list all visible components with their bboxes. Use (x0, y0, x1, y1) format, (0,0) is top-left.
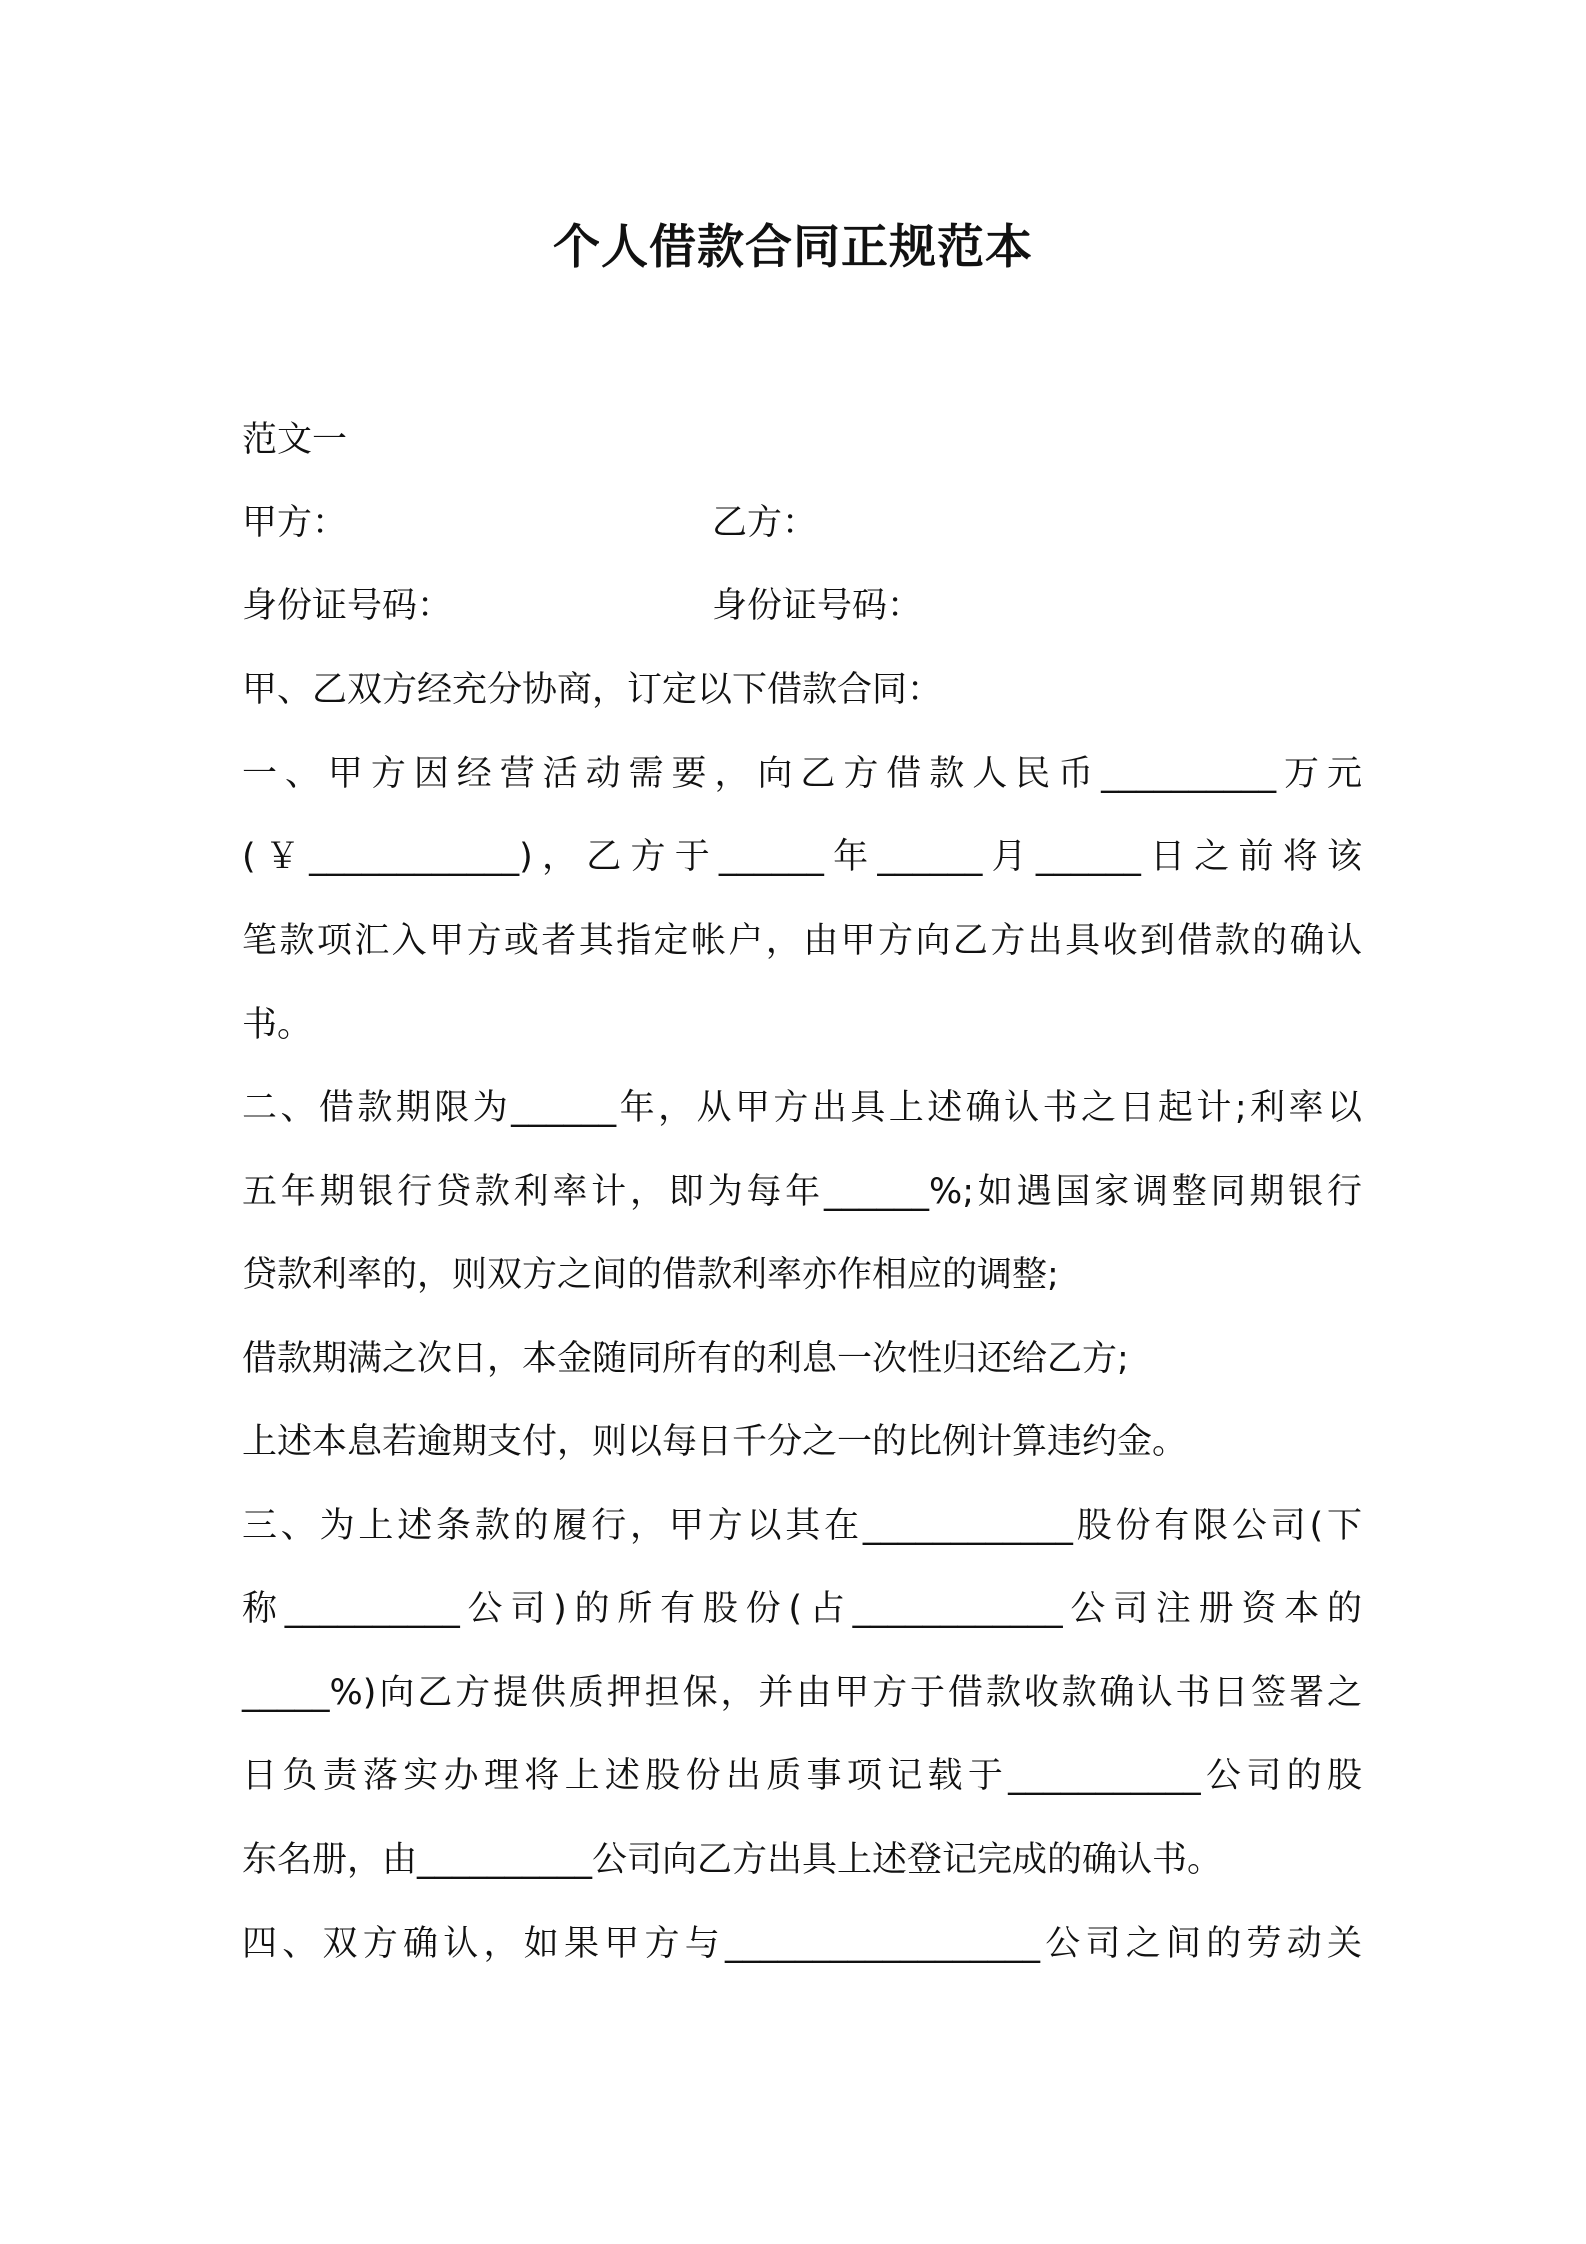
clause-line: 东名册，由__________公司向乙方出具上述登记完成的确认书。 (242, 1840, 1223, 1880)
clause-line: 贷款利率的，则双方之间的借款利率亦作相应的调整; (242, 1255, 1059, 1295)
clause-line: 一、甲方因经营活动需要，向乙方借款人民币__________万元 (242, 754, 1362, 794)
clause-line: 三、为上述条款的履行，甲方以其在____________股份有限公司(下 (242, 1506, 1362, 1546)
clause-line: 上述本息若逾期支付，则以每日千分之一的比例计算违约金。 (242, 1422, 1188, 1462)
clause-line: 五年期银行贷款利率计，即为每年______%;如遇国家调整同期银行 (242, 1172, 1362, 1212)
party-a-label: 甲方： (242, 503, 348, 543)
clause-line: (￥____________)，乙方于______年______月______日之前将该 (242, 837, 1362, 877)
clause-line: 借款期满之次日，本金随同所有的利息一次性归还给乙方; (242, 1339, 1129, 1379)
clause-line: 二、借款期限为______年，从甲方出具上述确认书之日起计;利率以 (242, 1088, 1362, 1128)
intro-text: 甲、乙双方经充分协商，订定以下借款合同： (242, 670, 943, 710)
clause-line: 称__________公司)的所有股份(占____________公司注册资本的 (242, 1589, 1362, 1629)
party-b-id-label: 身份证号码： (712, 586, 923, 626)
clause-line: 日负责落实办理将上述股份出质事项记载于___________公司的股 (242, 1756, 1362, 1796)
document-title: 个人借款合同正规范本 (553, 220, 1033, 275)
clause-line: 书。 (242, 1005, 313, 1045)
clause-line: 笔款项汇入甲方或者其指定帐户，由甲方向乙方出具收到借款的确认 (242, 921, 1362, 961)
party-b-label: 乙方： (712, 503, 818, 543)
clause-line: 四、双方确认，如果甲方与__________________公司之间的劳动关 (242, 1924, 1362, 1964)
party-a-id-label: 身份证号码： (242, 586, 453, 626)
section-label: 范文一 (242, 420, 348, 460)
clause-line: _____%)向乙方提供质押担保，并由甲方于借款收款确认书日签署之 (242, 1673, 1362, 1713)
